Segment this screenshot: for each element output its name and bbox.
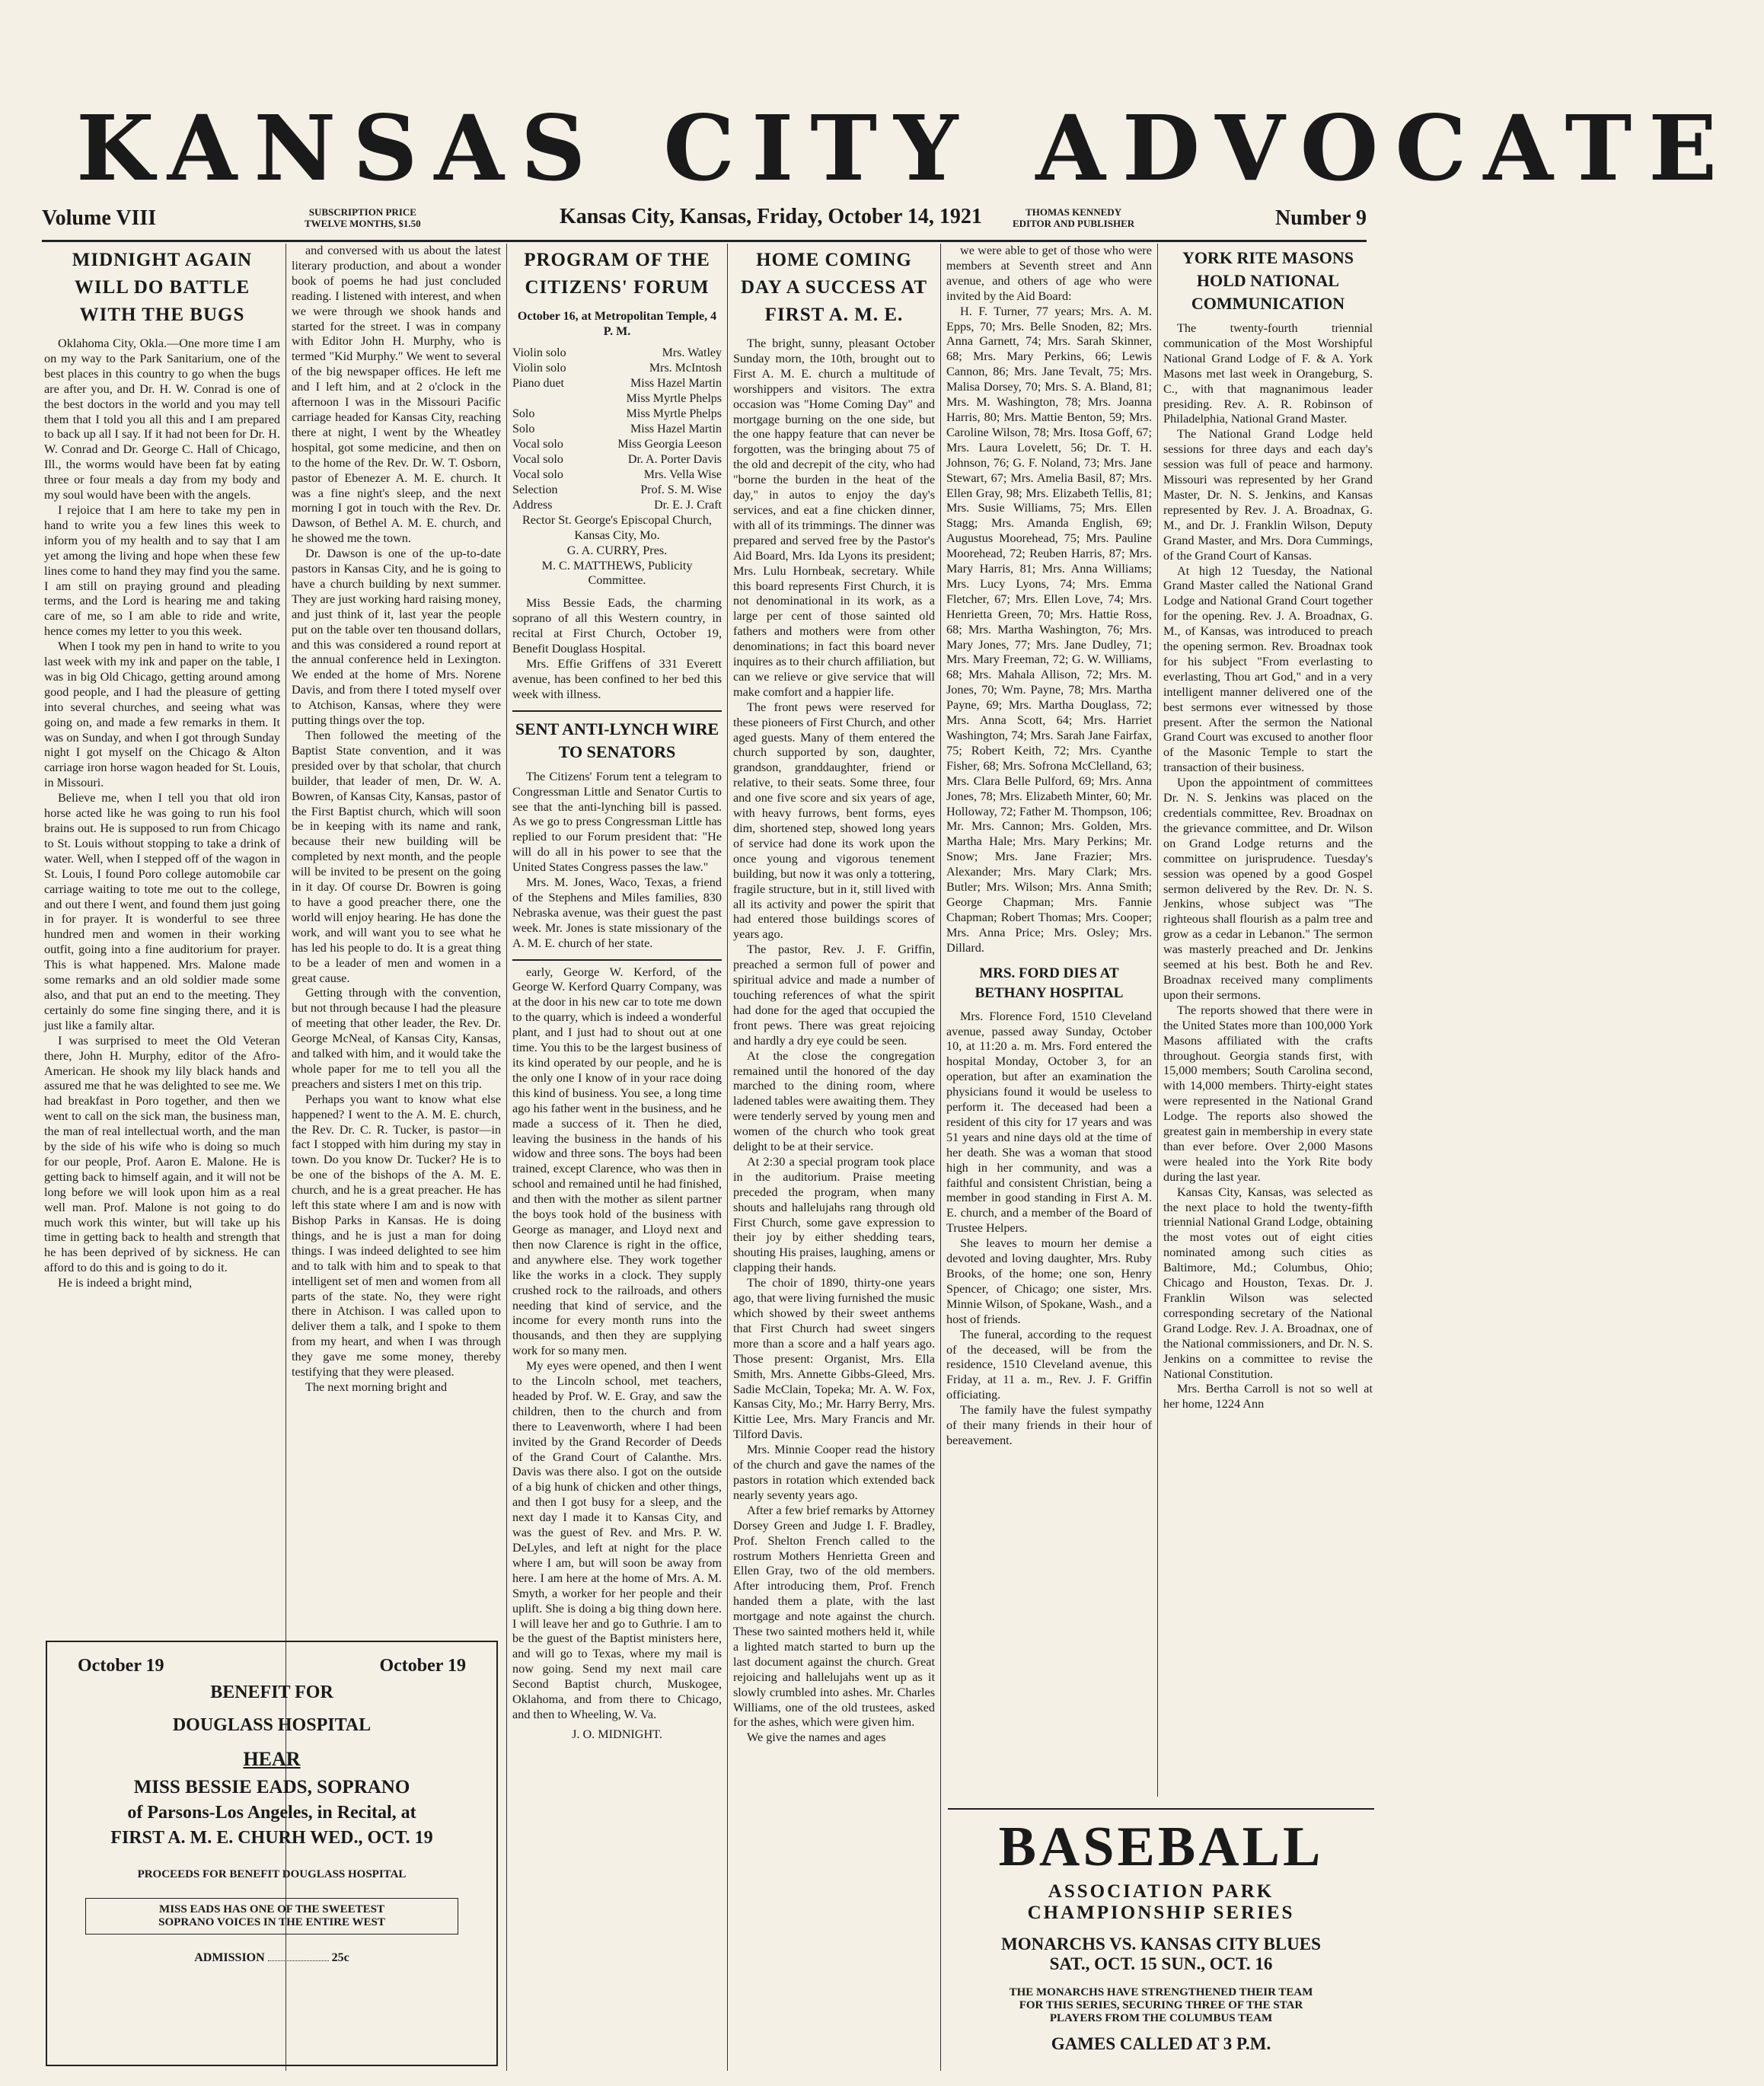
paragraph: The National Grand Lodge held sessions for three days and each day's session was full of peace and harmony. Missouri was represented by her Grand Master, Dr. N. S. Jenkins, and Kansas represented by Rev. J. A. Broadnax, G. M., and Dr. J. Franklin Wilson, Deputy Grand Master, and Mrs. Dora Cummings, of the Grand Court of Kansas.: [1163, 427, 1373, 563]
program-item: Vocal solo Mrs. Vella Wise: [512, 467, 722, 481]
masthead: [46, 91, 1734, 206]
headline-obituary: MRS. FORD DIES AT BETHANY HOSPITAL: [975, 965, 1124, 1001]
program-item: Solo Miss Hazel Martin: [512, 422, 722, 435]
paragraph: Dr. Dawson is one of the up-to-date pastors in Kansas City, and he is going to have a church building by next summer. They are just working hard raising money, and just think of it, last year the people put on the table over ten thousand dollars, and this was considered a round report at the annual conference held in Lexington. We ended at the home of Mrs. Norene Davis, and from there I toted myself over to Atchison, Kansas, where they were putting things over the top.: [292, 547, 501, 728]
paragraph: He is indeed a bright mind,: [58, 1276, 193, 1290]
column-2: [292, 244, 501, 1629]
program-item: Miss Myrtle Phelps: [626, 391, 722, 405]
paragraph: Mrs. M. Jones, Waco, Texas, a friend of the Stephens and Miles families, 830 Nebraska avenue, was their guest the past week. Mr. Jones is state missionary of the A. M. E. church of her state.: [512, 876, 722, 950]
baseball-line: PLAYERS FROM THE COLUMBUS TEAM: [1049, 2012, 1273, 2024]
paragraph: At 2:30 a special program took place in the auditorium. Praise meeting preceded the program, when many shouts and hallelujahs rang through old First Church, some gave expression to their joy by either shedding tears, shouting His praises, laughing, amens or clapping their hands.: [733, 1154, 935, 1275]
ad-line: PROCEEDS FOR BENEFIT DOUGLASS HOSPITAL: [137, 1868, 407, 1880]
ad-line: of Parsons-Los Angeles, in Recital, at: [127, 1803, 416, 1823]
paragraph: My eyes were opened, and then I went to the Lincoln school, met teachers, headed by Prof. W. E. Gray, and saw the children, then to the church and from there to Leavenworth, where I had been invited by the Grand Recorder of Deeds of the Grand Court of Calanthe. Mrs. Davis was there also. I got on the outside of a big hunk of chicken and other things, and then I got busy for a sleep, and the next day I made it to Kansas City, and was the guest of Rev. and Mrs. P. W. DeLyles, and left at night for the place where I am, but will soon be away from here. I am here at the home of Mrs. A. M. Smyth, a worker for her people and their uplift. She is doing a big thing down here. I will leave her and go to Guthrie. I am to be the guest of the Baptist ministers here, and will go to Texas, where my mail is now going. Send my next mail care Second Baptist church, Muskogee, Oklahoma, and from there to Chicago, and then to Wheeling, W. Va.: [512, 1359, 722, 1721]
paragraph: The reports showed that there were in the United States more than 100,000 York Masons affiliated with the crafts throughout. Georgia stands first, with 15,000 members; South Carolina second, with 14,000 members. Thirty-eight states were represented in the National Grand Lodge. The reports also showed the greatest gain in membership in every state than ever before. Over 2,000 Masons were healed into the York Rite body during the last year.: [1163, 1003, 1373, 1184]
ad-admission-price: 25c: [331, 1951, 349, 1964]
masthead-word-3: ADVOCATE: [1035, 95, 1734, 201]
paragraph: H. F. Turner, 77 years; Mrs. A. M. Epps, 70; Mrs. Belle Snoden, 82; Mrs. Anna Garnett, 74; Mrs. Sarah Skinner, 68; Mrs. Mary Perkins, 66; Lewis Cannon, 86; Mrs. Jane Tevalt, 75; Mrs. Malisa Dorsey, 70; Mrs. S. A. Bland, 81; Mrs. M. Washington, 78; Mrs. Joanna Harris, 80; Mrs. Mattie Benton, 59; Mrs. Caroline Wilson, 78; Mrs. Itosa Goff, 67; Mrs. Laura Lovelett, 56; Dr. T. H. Johnson, 76; G. F. Noland, 73; Mrs. Jane Stewart, 67; Mrs. Amelia Basil, 87; Mrs. Ellen Gray, 98; Mrs. Elizabeth Tellis, 81; Mrs. Susie Williams, 75; Mrs. Ellen Stagg; Mrs. Amanda English, 69; Augustus Moorehead, 75; Mrs. Pauline Moorehead, 72; Reuben Harris, 87; Mrs. Mary Harris, 81; Mrs. Anna Williams; Mrs. Lucy Lyons, 74; Mrs. Emma Fletcher, 67; Mrs. Ellen Love, 74; Mrs. Henrietta Green, 70; Mrs. Hattie Ross, 68; Mrs. Martha Washington, 76; Mrs. Mary Jones, 77; Mrs. Jane Dudley, 71; Mrs. Mary Freeman, 72; G. W. Williams, 68; Mrs. Mahala Allison, 72; Mrs. M. Jones, 70; Wm. Payne, 78; Mrs. Martha Payne, 69; Mrs. Martha Douglass, 72; Mrs. Anna Scott, 64; Mrs. Harriet Washington, 74; Mrs. Sarah Jane Fairfax, 75; Robert Keith, 72; Mrs. Cyanthe Fisher, 68; Mrs. Sofrona McClelland, 63; Mrs. Clara Belle Pulford, 69; Mrs. Anna Jones, 78; Mrs. Elizabeth Minter, 60; Mr. Holloway, 72; Father M. Thompson, 106; Mr. Mrs. Cannon; Mrs. Golden, Mrs. Martha Hale; Mrs. Mary Perkins; Mr. Snow; Mrs. Jane Frazier; Mrs. Alexander; Mrs. Mary Clark; Mrs. Butler; Mrs. Wilson; Mrs. Anna Smith; George Chapman; Mrs. Fannie Chapman; Robert Thomas; Mrs. Cooper; Mrs. Anna Price; Mrs. Osley; Mrs. Dillard.: [946, 304, 1152, 955]
editor: [1013, 206, 1134, 229]
program-item: Violin solo Mrs. McIntosh: [512, 361, 722, 375]
program-item: Piano duet Miss Hazel Martin: [512, 376, 722, 390]
ad-line: HEAR: [243, 1748, 301, 1770]
paragraph: Oklahoma City, Okla.—One more time I am on my way to the Park Sanitarium, one of the best places in this country to go when the bugs are after you, and Dr. H. W. Conrad is one of the best doctors in the world and you may tell them that I told you all this and I am prepared to back up all I say. If it had not been for Dr. H. W. Conrad and Dr. George C. Hall of Chicago, Ill., the worms would have been fat by eating three or four meals a day from my body and my soul would have been with the angels.: [44, 337, 280, 502]
issue-number: Number 9: [1274, 206, 1367, 230]
subscription-price: [305, 206, 421, 229]
column-1: [44, 244, 280, 1629]
paragraph: At the close the congregation remained until the honored of the day marched to the dining room, where ladened tables were awaiting them. They were tenderly served by young men and women of the church who took great delight to be at their service.: [733, 1048, 935, 1154]
program-item: Vocal solo Dr. A. Porter Davis: [512, 452, 722, 466]
paragraph: The choir of 1890, thirty-one years ago, that were living furnished the music which showed by their sweet anthems that First Church had sweet singers more than a score and a half years ago. Those present: Organist, Mrs. Ella Smith, Mrs. Annette Gibbs-Gleed, Mrs. Sadie McClain, Topeka; Mr. A. W. Fox, Kansas City, Mo.; Mr. Harry Berry, Mrs. Kittie Lee, Mrs. Mary Francis and Mr. Tilford Davis.: [733, 1276, 935, 1442]
paragraph: I was surprised to meet the Old Veteran there, John H. Murphy, editor of the Afro-American. He shook my lily black hands and assured me that he was delighted to see me. We had breakfast in Poro together, and then we went to call on the sick man, the business man, the man of real intellectual worth, and the man by the side of his wife who is doing so much for our people, Prof. Aaron E. Malone. He is getting back to himself again, and it will not be long before we will look upon him as a real well man. Prof. Malone is not going to do much work this winter, but will take up his time in getting back to health and strength that he has been deprived of by sickness. He can afford to do this and is going to do it.: [44, 1033, 280, 1275]
paragraph: The family have the fulest sympathy of their many friends in their hour of bereavement.: [946, 1403, 1152, 1447]
subscription-label: SUBSCRIPTION PRICE: [308, 206, 416, 218]
paragraph: The front pews were reserved for these pioneers of First Church, and other aged guests. Many of them entered the church supported by son, daughter, grandson, granddaughter, friend or relative, to their seats. Some three, four and one five score and six years of age, with heavy furrows, bent forms, eyes dim, shortened step, showed long years of service had done its work upon the once young and vigorous tenement building, but now it was only a tottering, fragile structure, but in it, still lived with all its activity and power the spirit that had entered those buildings scores of years ago.: [733, 700, 935, 942]
paragraph: The bright, sunny, pleasant October Sunday morn, the 10th, brought out to First A. M. E. church a multitude of worshippers and visitors. The extra occasion was "Home Coming Day" and mortgage burning on the one side, but the one happy feature that can never be forgotten, was the bringing about 75 of the old and decrepit of the city, who had "borne the burden in the heat of the day," in autos to enjoy the day's services, and eat a fine chicken dinner, with all of its trimmings. The dinner was prepared and served free by the Pastor's Aid Board, Mrs. Ida Lyons its president; Mrs. Lulu Hornbeak, secretary. While this board represents First Church, it is not denominational in its work, as a large per cent of those sainted old fathers and mothers were from other denominations; in fact this board never inquires as to their church affiliation, but can we relieve or give service that will make comfort and a happier life.: [733, 337, 935, 699]
program-rector: Rector St. George's Episcopal Church, Kansas City, Mo.: [522, 512, 712, 542]
paragraph: early, George W. Kerford, of the George W. Kerford Quarry Company, was at the door in his new car to tote me down to the quarry, which is indeed a wonderful plant, and I just had to shout out at one time. You this to be the largest business of its kind operated by our people, and he is the only one I know of in your race doing this kind of business. You see, a long time ago his father went in the business, and he made a success of it. Then he died, leaving the business in the hands of his widow and three sons. The boys had been trained, except Clarence, who was then in school and remained until he had finished, and then with the mother as silent partner the boys took hold of the business with George as manager, and Lloyd next and then now Clarence is right in the office, and anywhere else. They work together like the works in a clock. They supply crushed rock to the railroads, and others needing that kind of service, and the income for every month runs into the thousands, and then they are supplying work for so many men.: [512, 965, 722, 1358]
program-date: October 16, at Metropolitan Temple, 4 P. M.: [517, 310, 717, 338]
paragraph: Kansas City, Kansas, was selected as the next place to hold the twenty-fifth triennial National Grand Lodge, obtaining the most votes out of eight cities nominated among such cities as Baltimore, Md.; Columbus, Ohio; Chicago and Houston, Texas. Dr. J. Franklin Wilson was selected corresponding secretary of the National Grand Lodge. Rev. J. A. Broadnax, one of the National commissioners, and Dr. N. S. Jenkins on a committee to revise the National Constitution.: [1163, 1185, 1373, 1381]
paragraph: Then followed the meeting of the Baptist State convention, and it was presided over by that scholar, that church builder, that leader of men, Dr. W. A. Bowren, of Kansas City, Kansas, pastor of the First Baptist church, which will soon be in keeping with its name and rank, because their new building will be completed by next month, and the people will be invited to be present on the going in it day. Of course Dr. Bowren is going to have a good preacher there, one the world will enjoy hearing. He has done the work, and will want you to see what he has led his people to do. It is a great thing to be a leader of men and women in a great cause.: [292, 729, 501, 985]
subscription-amount: TWELVE MONTHS, $1.50: [305, 218, 421, 229]
volume: Volume VIII: [42, 206, 157, 230]
paragraph: Mrs. Minnie Cooper read the history of the church and gave the names of the pastors in rotation which extended back nearly seventy years ago.: [733, 1443, 935, 1502]
baseball-title: BASEBALL: [998, 1816, 1324, 1878]
program-signature: G. A. CURRY, Pres.: [566, 543, 668, 557]
ad-line: SOPRANO VOICES IN THE ENTIRE WEST: [158, 1916, 385, 1928]
column-5: [946, 244, 1152, 1797]
masthead-word-1: KANSAS: [76, 95, 603, 201]
baseball-line: SAT., OCT. 15 SUN., OCT. 16: [1049, 1954, 1273, 1973]
column-3: [512, 244, 722, 2071]
benefit-concert-ad: [46, 1641, 498, 2066]
program-item: Address Dr. E. J. Craft: [512, 498, 722, 512]
paragraph: Getting through with the convention, but not through because I had the pleasure of meeting that other leader, the Rev. Dr. George McNeal, of Kansas City, Kansas, and talked with him, and it would take the whole paper for me to tell you all the preachers and sisters I met on this trip.: [292, 986, 501, 1091]
ad-line: MISS EADS HAS ONE OF THE SWEETEST: [159, 1903, 384, 1915]
paragraph: The pastor, Rev. J. F. Griffin, preached a sermon full of power and spiritual advice and made a number of touching references of what the spirit had done for the aged that occupied the front pews. There was great rejoicing and hardly a dry eye could be seen.: [733, 943, 935, 1048]
paragraph: She leaves to mourn her demise a devoted and loving daughter, Mrs. Ruby Brooks, of the home; one son, Henry Spencer, of Chicago; one sister, Mrs. Minnie Wilson, of Spokane, Wash., and a host of friends.: [946, 1236, 1152, 1326]
baseball-line: FOR THIS SERIES, SECURING THREE OF THE STAR: [1019, 1999, 1303, 2011]
column-rule: [940, 244, 941, 2071]
headline-midnight: MIDNIGHT AGAIN WILL DO BATTLE WITH THE BUGS: [72, 250, 253, 325]
paragraph: The Citizens' Forum tent a telegram to Congressman Little and Senator Curtis to see that the anti-lynching bill is passed. As we go to press Congressman Little has replied to our Forum president that: "He will do all in his power to see that the United States Congress passes the law.": [512, 769, 722, 875]
paragraph: At high 12 Tuesday, the National Grand Master called the National Grand Lodge and National Grand Court together for the opening. Rev. J. A. Broadnax, G. M., of Kansas, was introduced to preach the opening sermon. Rev. Broadnax took for his subject "From everlasting to everlasting, Thou art God," and in a very intelligent manner delivered one of the best sermons ever witnessed by those present. After the sermon the National Grand Court was excused to another floor of the Masonic Temple to start the transaction of their business.: [1163, 563, 1373, 775]
ad-date-right: October 19: [379, 1656, 466, 1676]
baseball-ad: [948, 1808, 1374, 2068]
program-item: Selection Prof. S. M. Wise: [512, 483, 722, 496]
headline-home-coming: HOME COMING DAY A SUCCESS AT FIRST A. M. E.: [740, 250, 928, 325]
program-item: Violin solo Mrs. Watley: [512, 346, 722, 359]
paragraph: we were able to get of those who were members at Seventh street and Ann avenue, and others of age who were invited by the Aid Board:: [946, 244, 1152, 303]
baseball-line: GAMES CALLED AT 3 P.M.: [1051, 2034, 1271, 2053]
ad-line: FIRST A. M. E. CHURH WED., OCT. 19: [110, 1828, 433, 1848]
program-signature: M. C. MATTHEWS, Publicity Committee.: [541, 558, 693, 588]
baseball-line: THE MONARCHS HAVE STRENGTHENED THEIR TEAM: [1009, 1986, 1313, 1998]
ad-line: BENEFIT FOR: [210, 1683, 333, 1702]
signature: J. O. MIDNIGHT.: [572, 1727, 662, 1741]
baseball-line: ASSOCIATION PARK: [1048, 1881, 1274, 1902]
column-4: [733, 244, 935, 2071]
headline-masons: YORK RITE MASONS HOLD NATIONAL COMMUNICATION: [1182, 248, 1354, 313]
paragraph: When I took my pen in hand to write to you last week with my ink and paper on the table, I was in big Old Chicago, getting around among good people, and I had the pleasure of getting into several churches, and seeing what was going on, and made a few remarks in them. It was on Sunday, and when I got through Sunday night I got myself on the Chicago & Alton carriage iron horse wagon headed for St. Louis, in Missouri.: [44, 640, 280, 790]
headline-anti-lynch: SENT ANTI-LYNCH WIRE TO SENATORS: [512, 710, 722, 764]
paragraph: Miss Bessie Eads, the charming soprano of all this Western country, in recital at First Church, October 19, Benefit Douglass Hospital.: [512, 596, 722, 656]
paragraph: The next morning bright and: [305, 1380, 448, 1394]
program-list: [512, 346, 722, 513]
editor-title: EDITOR AND PUBLISHER: [1013, 218, 1135, 229]
ad-admission-label: ADMISSION: [194, 1951, 265, 1964]
paragraph: The twenty-fourth triennial communication of the Most Worshipful National Grand Lodge of F. & A. York Masons met last week in Orangeburg, S. C., with that magnanimous leader presiding. Rev. A. R. Robinson of Philadelphia, National Grand Master.: [1163, 321, 1373, 426]
paragraph: After a few brief remarks by Attorney Dorsey Green and Judge I. F. Bradley, Prof. Shelton French called to the rostrum Mothers Henrietta Green and Ellen Gray, two of the old members. After introducing them, Prof. French handed them a plate, with the last mortgage and note against the church. These two sainted mothers held it, while a lighted match started to burn up the last document against the church. Great rejoicing and hallelujahs went up as it slowly crumbled into ashes. Mr. Charles Williams, one of the old trustees, asked for the ashes, which were given him.: [733, 1503, 935, 1730]
editor-name: THOMAS KENNEDY: [1026, 206, 1122, 218]
headline-forum: PROGRAM OF THE CITIZENS' FORUM: [524, 250, 710, 298]
paragraph: Perhaps you want to know what else happened? I went to the A. M. E. church, the Rev. Dr. C. R. Tucker, is pastor—in fact I stopped with him during my stay in town. Do you know Dr. Tucker? He is to be one of the bishops of the A. M. E. church, and he is a great preacher. He has left this state where I am and is now with Bishop Parks in Kansas. He is doing things, and he is just a man for doing things. I was indeed delighted to see him and to talk with him and to speak to that intelligent set of men and women from all parts of the state. No, they were right there in Atchison. I was called upon to deliver them a talk, and I spoke to them from my heart, and when I was through they gave me some money, thereby testifying that they were pleased.: [292, 1092, 501, 1380]
paragraph: Mrs. Effie Griffens of 331 Everett avenue, has been confined to her bed this week with illness.: [512, 656, 722, 701]
paragraph: and conversed with us about the latest literary production, and about a wonder book of poems he had just concluded reading. I listened with interest, and when we were through we shook hands and started for the street. I was in company with Editor John H. Murphy, who is termed "Kid Murphy." We went to several of the big newspaper offices. He left me and I left him, and at 2 o'clock in the afternoon I was in the Missouri Pacific carriage headed for Kansas City, reaching there at night, I went by the Wheatley hospital, got some medicine, and then on to the home of the Rev. Dr. W. T. Osborn, pastor of Ebenezer A. M. E. church. It was a fine night's sleep, and the next morning I got in touch with the Rev. Dr. Dawson, of Bethel A. M. E. church, and he showed me the town.: [292, 244, 501, 546]
baseball-line: CHAMPIONSHIP SERIES: [1027, 1903, 1295, 1923]
column-6: [1163, 244, 1373, 1797]
program-item: Solo Miss Myrtle Phelps: [512, 407, 722, 420]
column-rule: [506, 244, 507, 2071]
program-item: Vocal solo Miss Georgia Leeson: [512, 437, 722, 451]
dateline: Kansas City, Kansas, Friday, October 14, 1921: [560, 205, 982, 228]
baseball-line: MONARCHS VS. KANSAS CITY BLUES: [1001, 1934, 1321, 1954]
ad-date-left: October 19: [78, 1656, 164, 1676]
column-rule: [1157, 244, 1158, 1797]
paragraph: Mrs. Bertha Carroll is not so well at her home, 1224 Ann: [1163, 1382, 1373, 1411]
paragraph: Believe me, when I tell you that old iron horse acted like he was going to run his fool brains out. He is supposed to run from Chicago to St. Louis without stopping to take a drink of water. Well, when I stepped off of the wagon in St. Louis, I found Poro college automobile car carriage waiting to tote me out to the college, and out there I went, and found them just going in for prayer. It is wonderful to see three hundred men and women in their working outfit, going into a fine auditorium for prayer. This is what happened. Mrs. Malone made some remarks and an old soldier made some also, and that put an end to the meeting. They certainly do some fine singing there, and it is just like a family altar.: [44, 791, 280, 1032]
paragraph: The funeral, according to the request of the deceased, will be from the residence, 1510 Cleveland avenue, this Friday, at 11 a. m., Rev. J. F. Griffin officiating.: [946, 1327, 1152, 1402]
ad-line: MISS BESSIE EADS, SOPRANO: [133, 1777, 410, 1797]
paragraph: I rejoice that I am here to take my pen in hand to write you a few lines this week to inform you of my health and to say that I am yet among the living and hope when these few lines come to hand they may find you the same. I am still on praying ground and pleading terms, and the Lord is hearing me and taking care of me, so I am able to ride and write, hence comes my letter to you this week.: [44, 502, 280, 639]
paragraph: Upon the appointment of committees Dr. N. S. Jenkins was placed on the credentials committee, Rev. Broadnax on the grievance committee, and Dr. Wilson on Grand Lodge returns and the committee on jurisprudence. Tuesday's session was opened by a good Gospel sermon delivered by the Rev. Dr. N. S. Jenkins, whose subject was "The righteous shall flourish as a palm tree and grow as a cedar in Lebanon." The sermon was masterly preached and Dr. Jenkins seemed at his best. Both he and Rev. Broadnax received many compliments upon their sermons.: [1163, 776, 1373, 1002]
column-rule: [727, 244, 728, 2071]
paragraph: Mrs. Florence Ford, 1510 Cleveland avenue, passed away Sunday, October 10, at 11:20 a. m. Mrs. Ford entered the hospital Monday, October 3, for an operation, but after an examination the physicians found it would be useless to perform it. The deceased had been a resident of this city for 17 years and was 51 years and nine days old at the time of her death. She was a woman that stood high in her community, and was a faithful and consistent Christian, being a member in good standing in First A. M. E. church, and a member of the Board of Trustee Helpers.: [946, 1009, 1152, 1236]
masthead-word-2: CITY: [663, 95, 975, 201]
info-bar: [42, 202, 1367, 242]
paragraph: We give the names and ages: [747, 1730, 886, 1745]
ad-line: DOUGLASS HOSPITAL: [172, 1715, 372, 1735]
